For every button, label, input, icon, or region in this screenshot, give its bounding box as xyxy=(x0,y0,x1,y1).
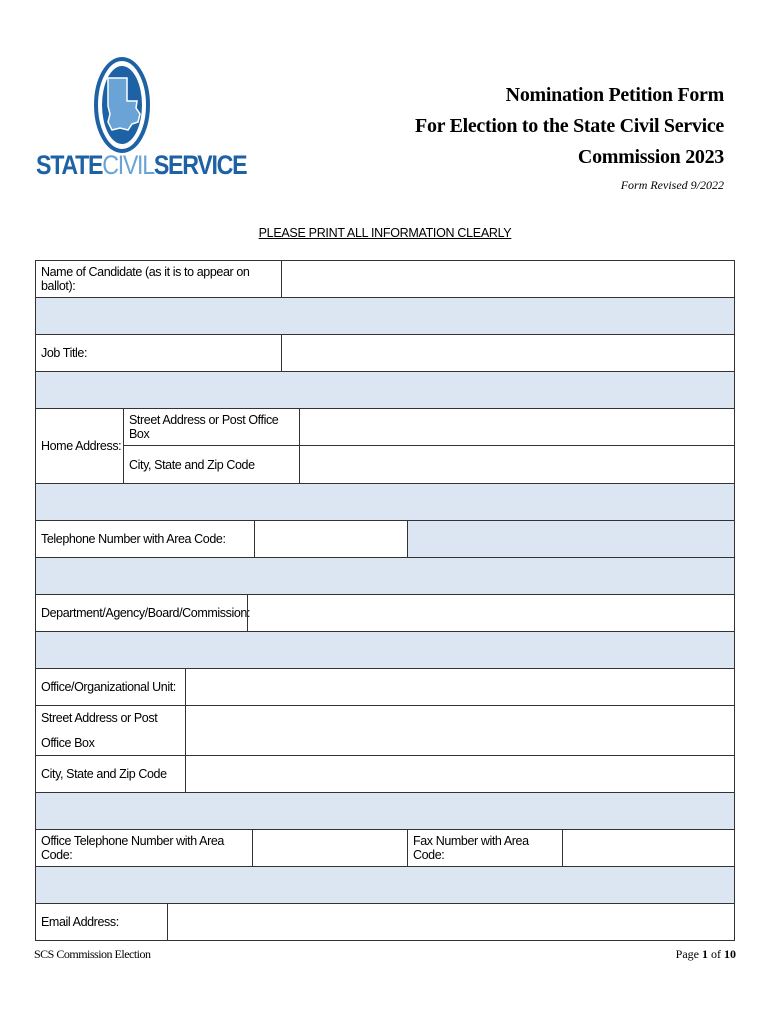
form-subtitle-line1: For Election to the State Civil Service xyxy=(415,115,724,137)
print-instruction: PLEASE PRINT ALL INFORMATION CLEARLY xyxy=(258,226,512,240)
form-title-block xyxy=(415,80,724,195)
city-label-cell xyxy=(123,446,299,483)
street-label-cell xyxy=(123,409,299,446)
form-revised-date: Form Revised 9/2022 xyxy=(620,178,724,192)
logo-wordmark: STATECIVILSERVICE xyxy=(36,150,247,180)
office-street-label-line2: Office Box xyxy=(41,735,95,750)
department-field[interactable] xyxy=(247,595,734,631)
email-label: Email Address: xyxy=(41,915,119,929)
fax-label-cell xyxy=(407,830,562,866)
home-address-label: Home Address: xyxy=(41,439,122,453)
nomination-form-table xyxy=(35,260,735,941)
office-street-label xyxy=(36,706,185,755)
candidate-name-label: Name of Candidate (as it is to appear on ballot): xyxy=(41,265,250,293)
home-street-field[interactable] xyxy=(299,409,734,446)
office-phone-fax-row xyxy=(35,830,735,867)
candidate-name-row xyxy=(35,261,735,298)
fax-label: Fax Number with Area Code: xyxy=(413,834,529,862)
telephone-shaded-cell xyxy=(407,521,734,557)
spacer-row xyxy=(35,793,735,830)
office-unit-field[interactable] xyxy=(185,669,734,705)
spacer-row xyxy=(35,298,735,335)
office-street-field[interactable] xyxy=(185,706,734,755)
telephone-label: Telephone Number with Area Code: xyxy=(41,532,226,546)
office-city-row xyxy=(35,756,735,793)
spacer-row xyxy=(35,484,735,521)
department-row xyxy=(35,595,735,632)
office-city-field[interactable] xyxy=(185,756,734,792)
job-title-row xyxy=(35,335,735,372)
spacer-row xyxy=(35,372,735,409)
office-phone-field[interactable] xyxy=(252,830,407,866)
office-city-label: City, State and Zip Code xyxy=(41,767,167,781)
home-address-row xyxy=(35,409,735,484)
state-civil-service-logo xyxy=(36,56,247,186)
street-label: Street Address or Post Office Box xyxy=(129,413,279,441)
spacer-row xyxy=(35,867,735,904)
city-label: City, State and Zip Code xyxy=(129,457,255,472)
form-subtitle-line2: Commission 2023 xyxy=(577,146,724,168)
email-row xyxy=(35,904,735,941)
telephone-field[interactable] xyxy=(254,521,407,557)
spacer-row xyxy=(35,558,735,595)
fax-field[interactable] xyxy=(562,830,734,866)
office-unit-label: Office/Organizational Unit: xyxy=(41,680,176,694)
louisiana-seal-icon xyxy=(94,56,150,154)
footer-election-name: SCS Commission Election xyxy=(34,947,151,961)
job-title-field[interactable] xyxy=(281,335,734,371)
candidate-name-field[interactable] xyxy=(281,261,734,297)
office-phone-label: Office Telephone Number with Area Code: xyxy=(41,834,224,862)
page-number: Page 1 of 10 xyxy=(675,947,736,961)
form-title: Nomination Petition Form xyxy=(505,84,724,106)
home-city-field[interactable] xyxy=(299,446,734,483)
office-street-label-line1: Street Address or Post xyxy=(41,710,158,725)
department-label: Department/Agency/Board/Commission: xyxy=(41,606,251,620)
spacer-row xyxy=(35,632,735,669)
job-title-label: Job Title: xyxy=(41,346,88,360)
office-unit-row xyxy=(35,669,735,706)
telephone-row xyxy=(35,521,735,558)
email-field[interactable] xyxy=(167,904,734,940)
office-street-row xyxy=(35,706,735,756)
